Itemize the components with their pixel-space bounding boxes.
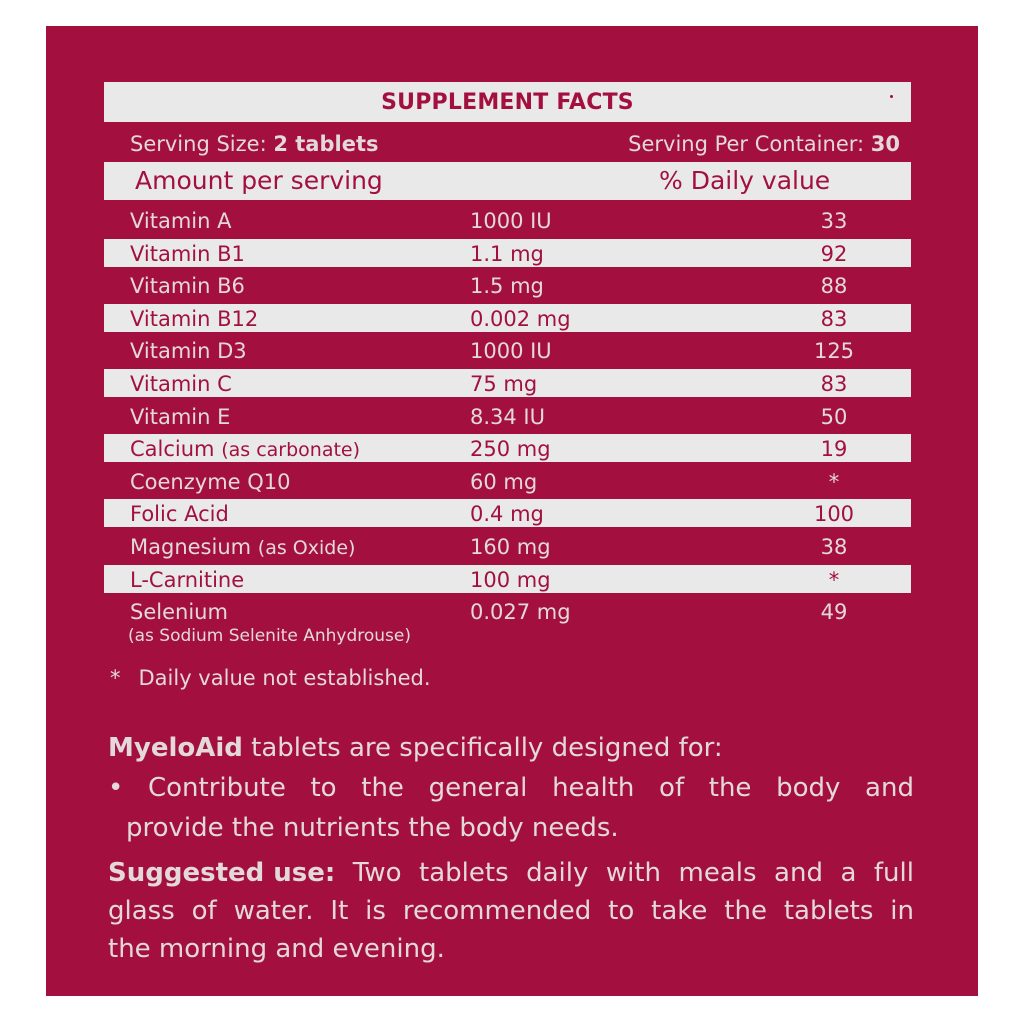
description-intro-text: tablets are specifically designed for: xyxy=(242,733,723,763)
nutrient-amount: 1000 IU xyxy=(470,209,552,233)
nutrient-name-text: Vitamin C xyxy=(130,371,232,396)
word: a xyxy=(840,858,857,888)
nutrient-row xyxy=(104,532,911,560)
nutrient-amount: 75 mg xyxy=(470,371,538,396)
word: is xyxy=(365,896,386,926)
word: take xyxy=(651,896,708,926)
nutrient-daily-value: * xyxy=(828,567,840,592)
nutrient-daily-value: 83 xyxy=(820,371,848,396)
nutrient-name xyxy=(130,271,245,301)
word: and xyxy=(865,773,914,803)
description-bullet xyxy=(108,768,914,808)
word: daily xyxy=(526,858,589,888)
word: the xyxy=(361,773,404,803)
word: and xyxy=(774,858,823,888)
word: Contribute xyxy=(148,773,286,803)
nutrient-name xyxy=(130,565,244,595)
nutrient-row xyxy=(104,434,911,462)
nutrient-qualifier: (as carbonate) xyxy=(221,439,361,462)
nutrient-daily-value: 83 xyxy=(820,306,848,331)
supplement-facts-title: SUPPLEMENT FACTS xyxy=(381,90,634,115)
word: general xyxy=(428,773,528,803)
serving-size xyxy=(130,132,379,156)
nutrient-amount: 1.5 mg xyxy=(470,274,544,299)
nutrient-daily-value: 49 xyxy=(820,600,848,625)
servings-per-container-value: 30 xyxy=(870,132,900,156)
nutrient-name-text: Vitamin B12 xyxy=(130,306,259,331)
nutrient-name xyxy=(130,402,230,432)
supplement-facts-title-bar xyxy=(104,82,911,122)
nutrient-row xyxy=(104,271,911,299)
nutrient-name-text: Vitamin D3 xyxy=(130,339,247,364)
nutrient-daily-value: 33 xyxy=(820,209,848,233)
word: tablets xyxy=(419,858,509,888)
nutrient-amount: 0.027 mg xyxy=(470,600,571,625)
nutrient-amount: 8.34 IU xyxy=(470,404,545,429)
nutrient-name xyxy=(130,467,291,497)
nutrient-daily-value: 19 xyxy=(820,437,848,462)
nutrient-row xyxy=(104,597,911,645)
word: meals xyxy=(678,858,757,888)
nutrient-table xyxy=(104,206,911,650)
bullet-glyph: • xyxy=(108,773,124,803)
word: full xyxy=(873,858,914,888)
word: tablets xyxy=(783,896,874,926)
nutrient-name-text: Vitamin E xyxy=(130,404,231,429)
footnote-star: * xyxy=(110,666,121,690)
nutrient-qualifier: (as Oxide) xyxy=(257,536,356,559)
suggested-use-line3: the morning and evening. xyxy=(108,934,445,964)
word: Two xyxy=(352,858,402,888)
brand-name: MyeloAid xyxy=(108,733,243,763)
nutrient-name-text: Calcium xyxy=(130,437,215,462)
word: glass xyxy=(108,896,175,926)
nutrient-row xyxy=(104,336,911,364)
serving-info xyxy=(130,128,900,160)
nutrient-daily-value: 38 xyxy=(820,534,848,559)
nutrient-name xyxy=(130,499,229,529)
nutrient-amount: 250 mg xyxy=(470,437,551,462)
product-description xyxy=(108,728,914,848)
serving-size-value: 2 tablets xyxy=(273,132,379,156)
nutrient-name xyxy=(130,206,231,236)
suggested-use-label: Suggested use: xyxy=(108,858,336,888)
word: the xyxy=(724,896,767,926)
nutrient-row xyxy=(104,206,911,234)
nutrient-name-text: Selenium xyxy=(130,600,228,625)
word: in xyxy=(890,896,914,926)
decorative-dot xyxy=(890,95,893,98)
nutrient-row xyxy=(104,304,911,332)
nutrient-amount: 60 mg xyxy=(470,469,538,494)
nutrient-name xyxy=(130,369,232,399)
nutrient-name-text: Folic Acid xyxy=(130,502,229,527)
supplement-label-panel xyxy=(46,26,978,996)
description-bullet-line2: provide the nutrients the body needs. xyxy=(126,813,619,843)
nutrient-daily-value: 88 xyxy=(820,274,848,299)
word: of xyxy=(659,773,685,803)
servings-per-container-label: Serving Per Container: xyxy=(628,132,865,156)
word: body xyxy=(776,773,841,803)
serving-size-label: Serving Size: xyxy=(130,132,267,156)
nutrient-daily-value: 125 xyxy=(813,339,855,364)
nutrient-daily-value: 100 xyxy=(813,502,855,527)
nutrient-row xyxy=(104,369,911,397)
suggested-use-line2 xyxy=(108,892,914,930)
nutrient-name-text: Vitamin A xyxy=(130,209,232,233)
nutrient-name xyxy=(130,434,360,465)
nutrient-name-text: L-Carnitine xyxy=(130,567,245,592)
word: to xyxy=(310,773,337,803)
nutrient-name-text: Coenzyme Q10 xyxy=(130,469,291,494)
word: of xyxy=(191,896,217,926)
nutrient-name-text: Vitamin B6 xyxy=(130,274,245,299)
nutrient-daily-value: 92 xyxy=(820,241,848,266)
word: health xyxy=(552,773,635,803)
footnote xyxy=(110,666,431,690)
description-intro xyxy=(108,728,914,768)
daily-value-header: % Daily value xyxy=(659,166,831,195)
word: to xyxy=(608,896,635,926)
nutrient-name xyxy=(130,239,245,269)
word: water. xyxy=(233,896,314,926)
nutrient-daily-value: 50 xyxy=(820,404,848,429)
nutrient-row xyxy=(104,467,911,495)
nutrient-name-text: Vitamin B1 xyxy=(130,241,245,266)
word: recommended xyxy=(402,896,592,926)
nutrient-name xyxy=(130,304,258,334)
nutrient-row xyxy=(104,239,911,267)
nutrient-amount: 100 mg xyxy=(470,567,551,592)
nutrient-amount: 1.1 mg xyxy=(470,241,544,266)
suggested-use-line1 xyxy=(108,854,914,892)
nutrient-amount: 1000 IU xyxy=(470,339,552,364)
nutrient-daily-value: * xyxy=(828,469,840,494)
word: It xyxy=(330,896,349,926)
suggested-use xyxy=(108,854,914,968)
table-header xyxy=(104,162,911,200)
nutrient-name-text: Magnesium xyxy=(130,534,252,559)
nutrient-row xyxy=(104,499,911,527)
word: with xyxy=(605,858,662,888)
word: the xyxy=(708,773,752,803)
nutrient-amount: 0.4 mg xyxy=(470,502,544,527)
nutrient-row xyxy=(104,565,911,593)
nutrient-row xyxy=(104,402,911,430)
nutrient-note: (as Sodium Selenite Anhydrouse) xyxy=(128,626,411,647)
nutrient-name xyxy=(130,532,355,563)
servings-per-container xyxy=(628,128,900,160)
nutrient-name xyxy=(130,336,247,366)
amount-per-serving-header: Amount per serving xyxy=(135,166,383,195)
footnote-text: Daily value not established. xyxy=(138,666,431,690)
nutrient-amount: 160 mg xyxy=(470,534,551,559)
nutrient-amount: 0.002 mg xyxy=(470,306,571,331)
